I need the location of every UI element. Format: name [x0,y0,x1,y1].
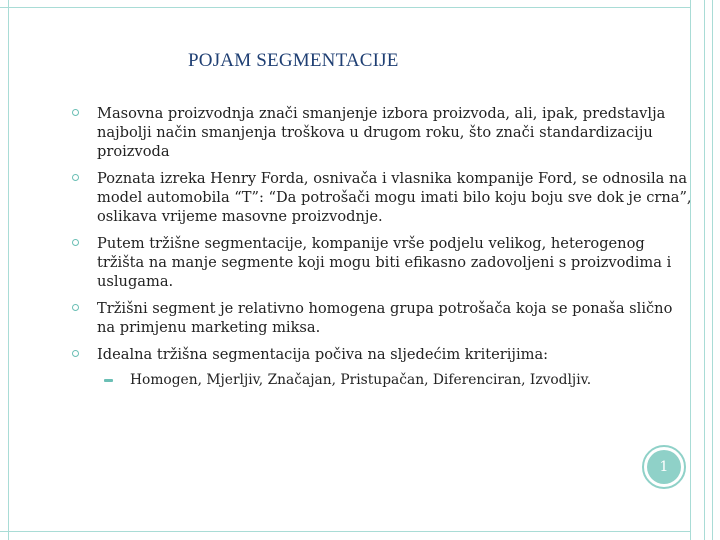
bullet-list [72,104,692,390]
bullet-text: Masovna proizvodnja znači smanjenje izbora proizvoda, ali, ipak, predstavlja najbolji način smanjenja troškova u drugom roku, što znači standardizaciju proizvoda [97,105,666,160]
page-number-badge [642,445,686,489]
bullet-text: Idealna tržišna segmentacija počiva na sljedećim kriterijima: [97,346,549,363]
bullet-item [72,234,692,291]
slide-title: POJAM SEGMENTACIJE [188,50,399,71]
bullet-text: Tržišni segment je relativno homogena grupa potrošača koja se ponaša slično na primjenu marketing miksa. [97,300,673,336]
sub-bullet-dash-icon [104,379,113,382]
bullet-text: Poznata izreka Henry Forda, osnivača i vlasnika kompanije Ford, se odnosila na model automobila “T”: “Da potrošači mogu imati bilo koju boju sve dok je crna”, oslikava vrijeme masovne proizvodnje. [97,170,692,225]
frame-right-outer-line [704,0,705,540]
bullet-item [72,345,692,364]
frame-top-line [0,7,690,8]
bullet-circle-icon [72,239,79,246]
frame-right-edge-line [712,0,713,540]
sub-bullet-item [72,371,692,390]
bullet-item [72,169,692,226]
bullet-item [72,299,692,337]
sub-bullet-text: Homogen, Mjerljiv, Značajan, Pristupačan, Diferenciran, Izvodljiv. [130,372,592,388]
frame-bottom-line [0,531,690,532]
page-number: 1 [647,450,681,484]
bullet-text: Putem tržišne segmentacije, kompanije vrše podjelu velikog, heterogenog tržišta na manje segmente koji mogu biti efikasno zadovoljeni s proizvodima i uslugama. [97,235,672,290]
frame-left-line [8,0,9,540]
bullet-circle-icon [72,304,79,311]
bullet-circle-icon [72,174,79,181]
bullet-circle-icon [72,109,79,116]
bullet-circle-icon [72,350,79,357]
bullet-item [72,104,692,161]
